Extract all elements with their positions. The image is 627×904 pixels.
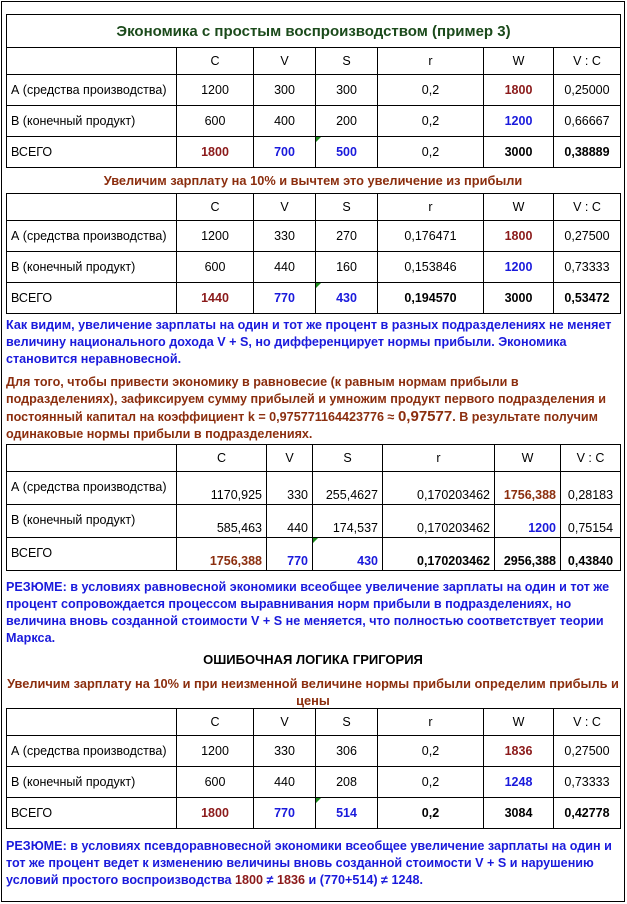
table-3-block [6, 444, 620, 571]
table-row: А (средства производства) 1200 300 300 0,2 1800 0,25000 [7, 75, 621, 106]
table-2-header: C V S r W V : C [7, 194, 621, 221]
table-4 [6, 708, 621, 829]
table-1 [6, 14, 621, 168]
table-row-total: ВСЕГО 1800 700 500 0,2 3000 0,38889 [7, 137, 621, 168]
row-label: А (средства производства) [7, 75, 177, 106]
table-3-header: C V S r W V : C [7, 445, 621, 472]
table-row: А (средства производства) 1170,925 330 255,4627 0,170203462 1756,388 0,28183 [7, 472, 621, 505]
row-label: В (конечный продукт) [7, 106, 177, 137]
table-row-total: ВСЕГО 1756,388 770 430 0,170203462 2956,388 0,43840 [7, 538, 621, 571]
table-row: В (конечный продукт) 600 440 160 0,153846 1200 0,73333 [7, 252, 621, 283]
col-v: V [254, 48, 316, 75]
section-heading: Увеличим зарплату на 10% и вычтем это увеличение из прибыли [103, 173, 523, 188]
table-1-block [6, 14, 620, 168]
paragraph-summary-1: РЕЗЮМЕ: в условиях равновесной экономики всеобщее увеличение зарплаты на один и тот же процент сопровождается процессом выравнивания норм прибыли в подразделениях, но величина вновь созданной стоимости V + S не меняется, что полностью соответствует теории Маркса. [6, 580, 610, 645]
paragraph-analysis: Как видим, увеличение зарплаты на один и тот же процент в разных подразделениях не меняет величину национального дохода V + S, но дифференцирует нормы прибыли. Экономика становится неравновесной. [6, 318, 612, 366]
table-1-header [7, 48, 621, 75]
table-row: А (средства производства) 1200 330 270 0,176471 1800 0,27500 [7, 221, 621, 252]
col-c: C [177, 48, 254, 75]
paragraph-summary-2: РЕЗЮМЕ: в условиях псевдоравновесной экономики всеобщее увеличение зарплаты на один и тот же процент ведет к изменению величины вновь созданной стоимости V + S и нарушению условий простого воспроизводства 1800 ≠ 1836 и (770+514) ≠ 1248. [6, 839, 612, 887]
col-s: S [316, 48, 378, 75]
table-2-block [6, 193, 620, 314]
row-label: ВСЕГО [7, 137, 177, 168]
table-row: А (средства производства) 1200 330 306 0,2 1836 0,27500 [7, 736, 621, 767]
section-heading-4: Увеличим зарплату на 10% и при неизменной величине нормы прибыли определим прибыль и цены [7, 676, 619, 708]
table-3 [6, 444, 621, 571]
table-row: В (конечный продукт) 600 400 200 0,2 1200 0,66667 [7, 106, 621, 137]
coefficient-k: 0,97577 [397, 408, 453, 425]
table-4-block [6, 708, 620, 829]
table-2 [6, 193, 621, 314]
table-4-header: C V S r W V : C [7, 709, 621, 736]
page-title: Экономика с простым воспроизводством (пример 3) [7, 15, 621, 48]
table-row: В (конечный продукт) 600 440 208 0,2 1248 0,73333 [7, 767, 621, 798]
section-heading-error: ОШИБОЧНАЯ ЛОГИКА ГРИГОРИЯ [203, 652, 423, 667]
table-row-total: ВСЕГО 1800 770 514 0,2 3084 0,42778 [7, 798, 621, 829]
col-vc: V : C [554, 48, 621, 75]
col-w: W [484, 48, 554, 75]
paragraph-equilibrium: Для того, чтобы привести экономику в равновесие (к равным нормам прибыли в подразделениях), зафиксируем сумму прибылей и умножим продукт первого подразделения и постоянный капитал на коэффициент k = 0,975771164423776 ≈ 0,97577. В результате получим одинаковые нормы прибыли в подразделениях. [6, 375, 607, 441]
table-row-total: ВСЕГО 1440 770 430 0,194570 3000 0,53472 [7, 283, 621, 314]
col-r: r [378, 48, 484, 75]
table-row: В (конечный продукт) 585,463 440 174,537 0,170203462 1200 0,75154 [7, 505, 621, 538]
